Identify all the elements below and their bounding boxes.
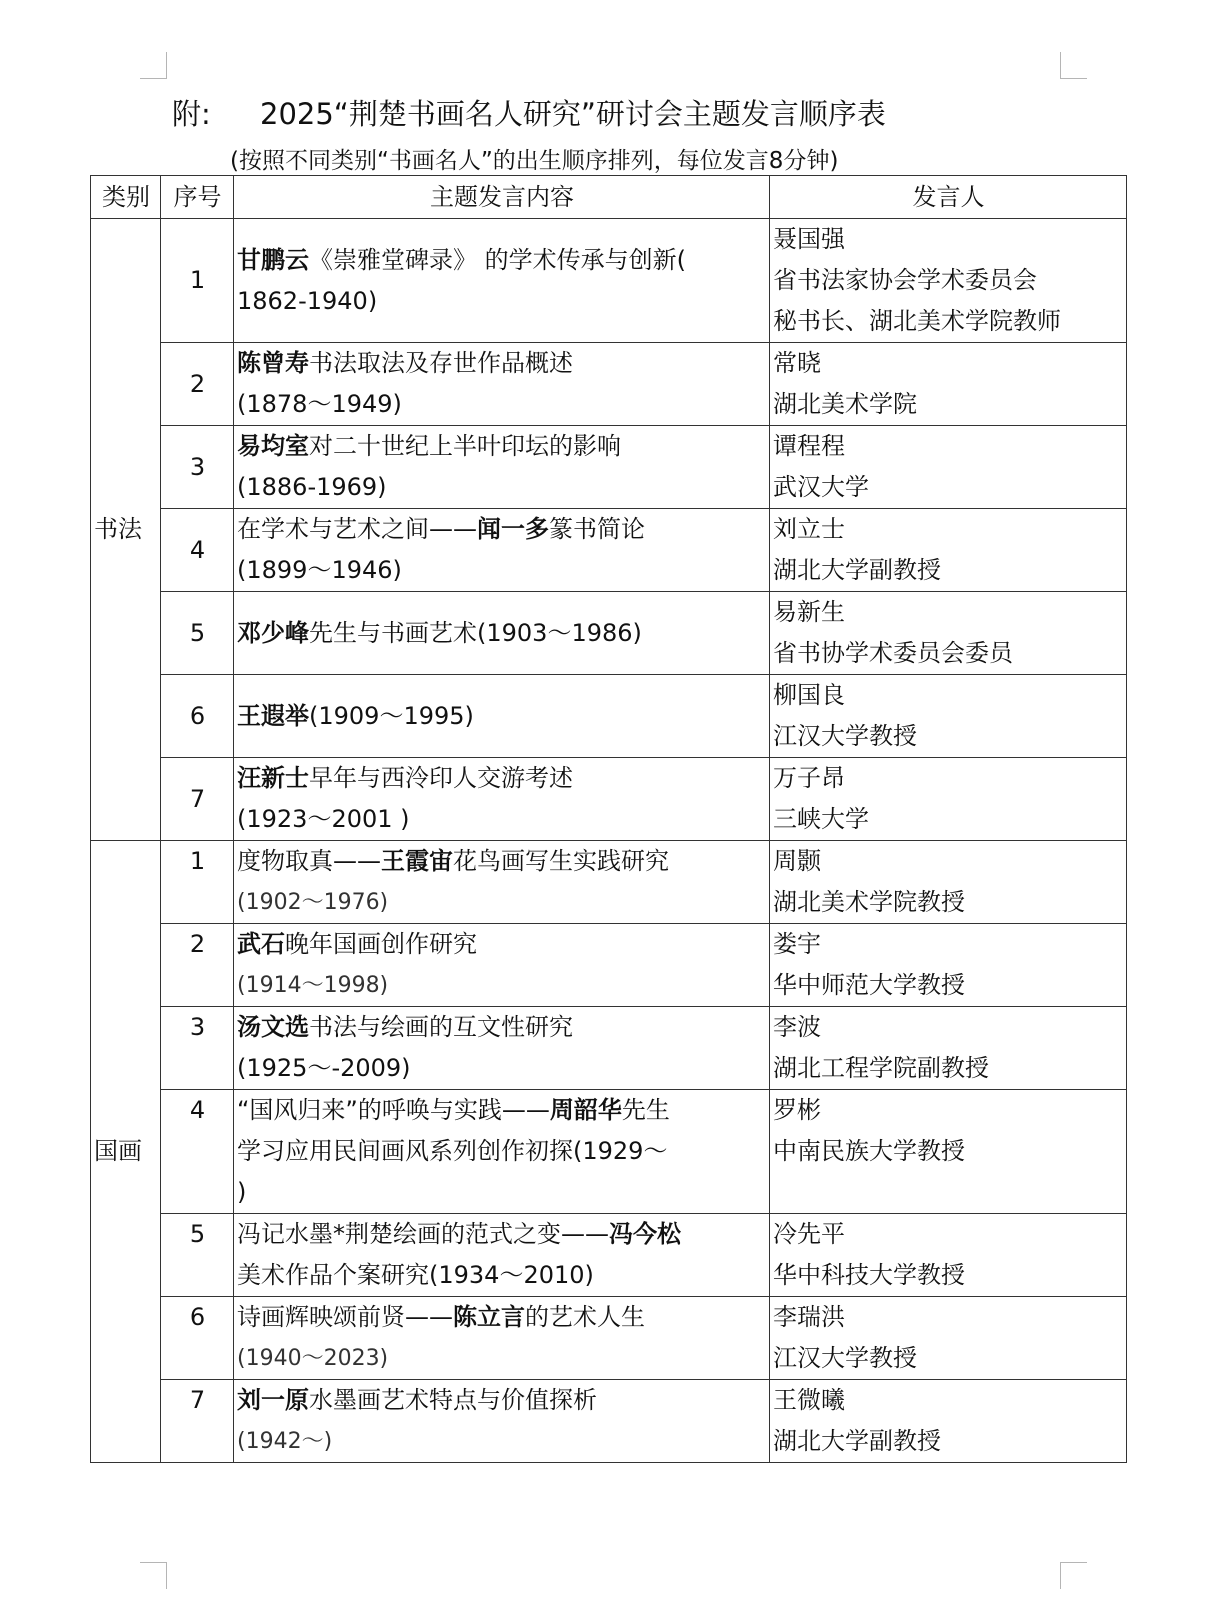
speaker-cell (770, 1214, 1127, 1297)
number-cell: 4 (161, 1090, 234, 1214)
person-name: 陈曾寿 (237, 349, 309, 377)
content-cell (234, 1007, 770, 1090)
person-name: 陈立言 (453, 1303, 525, 1331)
number-cell: 4 (161, 509, 234, 592)
speaker-affiliation: 省书协学术委员会委员 (773, 639, 1013, 667)
topic-prefix: “国风归来”的呼唤与实践—— (237, 1096, 550, 1124)
page-corner-mark (1060, 52, 1087, 79)
content-cell (234, 924, 770, 1007)
speaker-name: 娄宇 (773, 930, 821, 958)
content-cell (234, 1380, 770, 1463)
number-cell: 3 (161, 1007, 234, 1090)
speaker-cell (770, 841, 1127, 924)
topic-text: 《崇雅堂碑录》 的学术传承与创新( (309, 245, 686, 274)
number-cell: 2 (161, 343, 234, 426)
topic-text: 书法取法及存世作品概述 (309, 349, 573, 377)
years-text: (1902～1976) (237, 890, 389, 915)
header-speaker: 发言人 (770, 176, 1127, 219)
topic-text: 对二十世纪上半叶印坛的影响 (309, 432, 621, 460)
table-row (91, 1380, 1127, 1463)
table-row (91, 1297, 1127, 1380)
content-cell (234, 1297, 770, 1380)
speaker-affiliation: 湖北美术学院 (773, 390, 917, 418)
topic-text: 篆书简论 (549, 515, 645, 543)
years-text: (1923～2001 ) (237, 805, 410, 833)
table-row (91, 1007, 1127, 1090)
speaker-name: 易新生 (773, 598, 845, 626)
number-cell: 2 (161, 924, 234, 1007)
speaker-name: 常晓 (773, 349, 821, 377)
topic-text-line2: 学习应用民间画风系列创作初探(1929～ (237, 1137, 668, 1165)
topic-text-line2: 美术作品个案研究(1934～2010) (237, 1261, 594, 1289)
person-name: 汤文选 (237, 1013, 309, 1041)
document-title (172, 92, 886, 133)
table-row (91, 1214, 1127, 1297)
document-subtitle: (按照不同类别“书画名人”的出生顺序排列，每位发言8分钟) (230, 148, 839, 174)
attachment-label: 附: (172, 97, 211, 131)
topic-text: 早年与西泠印人交游考述 (309, 764, 573, 792)
speaker-cell (770, 675, 1127, 758)
speaker-cell (770, 509, 1127, 592)
topic-text: 先生与书画艺术 (309, 618, 477, 647)
years-text: (1914～1998) (237, 973, 389, 998)
table-row (91, 219, 1127, 343)
speaker-cell (770, 1297, 1127, 1380)
table-row (91, 1090, 1127, 1214)
speaker-affiliation: 湖北工程学院副教授 (773, 1054, 989, 1082)
speaker-affiliation: 中南民族大学教授 (773, 1137, 965, 1165)
years-text: (1925～-2009) (237, 1054, 411, 1082)
person-name: 王霞宙 (381, 847, 453, 875)
speaker-name: 冷先平 (773, 1220, 845, 1248)
speaker-name: 柳国良 (773, 681, 845, 709)
content-cell (234, 1090, 770, 1214)
header-content: 主题发言内容 (234, 176, 770, 219)
speaker-name: 周颢 (773, 847, 821, 875)
number-cell: 1 (161, 841, 234, 924)
number-cell: 3 (161, 426, 234, 509)
table-row (91, 841, 1127, 924)
speaker-affiliation: 湖北大学副教授 (773, 1427, 941, 1455)
years-text: ) (237, 1178, 247, 1206)
speaker-name: 李瑞洪 (773, 1303, 845, 1331)
speaker-affiliation: 武汉大学 (773, 473, 869, 501)
speaker-cell (770, 1090, 1127, 1214)
person-name: 邓少峰 (237, 618, 309, 647)
table-header-row (91, 176, 1127, 219)
speaker-cell (770, 1380, 1127, 1463)
table-row (91, 924, 1127, 1007)
topic-prefix: 诗画辉映颂前贤—— (237, 1303, 453, 1331)
table-row (91, 758, 1127, 841)
topic-text: 书法与绘画的互文性研究 (309, 1013, 573, 1041)
speaker-cell (770, 758, 1127, 841)
topic-text: 的艺术人生 (525, 1303, 645, 1331)
topic-prefix: 度物取真—— (237, 847, 381, 875)
years-text: 1862-1940) (237, 286, 378, 315)
speaker-cell (770, 1007, 1127, 1090)
topic-prefix: 冯记水墨*荆楚绘画的范式之变—— (237, 1220, 609, 1248)
speaker-affiliation: 江汉大学教授 (773, 722, 917, 750)
speaker-name: 谭程程 (773, 432, 845, 460)
topic-text: 水墨画艺术特点与价值探析 (309, 1386, 597, 1414)
header-category: 类别 (91, 176, 161, 219)
speaker-cell (770, 343, 1127, 426)
table-row (91, 343, 1127, 426)
speaker-cell (770, 426, 1127, 509)
number-cell: 5 (161, 592, 234, 675)
title-text: 2025“荆楚书画名人研究”研讨会主题发言顺序表 (260, 97, 886, 131)
speaker-name: 万子昂 (773, 764, 845, 792)
speaker-name: 李波 (773, 1013, 821, 1041)
speaker-affiliation: 华中师范大学教授 (773, 971, 965, 999)
topic-text: 晚年国画创作研究 (285, 930, 477, 958)
years-text: (1909～1995) (309, 701, 474, 730)
table-row (91, 509, 1127, 592)
content-cell (234, 509, 770, 592)
speaker-name: 刘立士 (773, 515, 845, 543)
person-name: 周韶华 (549, 1096, 622, 1124)
person-name: 刘一原 (237, 1386, 309, 1414)
table-row (91, 675, 1127, 758)
table-row (91, 592, 1127, 675)
speaker-affiliation: 华中科技大学教授 (773, 1261, 965, 1289)
speaker-name: 王微曦 (773, 1386, 845, 1414)
person-name: 汪新士 (237, 764, 309, 792)
number-cell: 6 (161, 675, 234, 758)
page-corner-mark (140, 52, 167, 79)
person-name: 易均室 (237, 432, 309, 460)
content-cell (234, 426, 770, 509)
content-cell (234, 592, 770, 675)
number-cell: 7 (161, 1380, 234, 1463)
speaker-affiliation: 秘书长、湖北美术学院教师 (773, 307, 1061, 335)
number-cell: 1 (161, 219, 234, 343)
speaker-cell (770, 924, 1127, 1007)
person-name: 冯今松 (609, 1220, 681, 1248)
page-corner-mark (140, 1562, 167, 1589)
years-text: (1878～1949) (237, 390, 402, 418)
years-text: (1940～2023) (237, 1346, 389, 1371)
category-cell: 国画 (91, 841, 161, 1463)
number-cell: 5 (161, 1214, 234, 1297)
years-text: (1899～1946) (237, 556, 402, 584)
topic-prefix: 在学术与艺术之间—— (237, 515, 477, 543)
topic-text: 花鸟画写生实践研究 (453, 847, 669, 875)
speaker-name: 聂国强 (773, 225, 845, 253)
speech-order-table (90, 175, 1127, 1463)
speaker-affiliation: 三峡大学 (773, 805, 869, 833)
content-cell (234, 1214, 770, 1297)
content-cell (234, 758, 770, 841)
number-cell: 7 (161, 758, 234, 841)
content-cell (234, 219, 770, 343)
speaker-affiliation: 省书法家协会学术委员会 (773, 266, 1037, 294)
person-name: 闻一多 (477, 515, 549, 543)
years-text: (1942～) (237, 1429, 333, 1454)
header-number: 序号 (161, 176, 234, 219)
speaker-affiliation: 湖北大学副教授 (773, 556, 941, 584)
table-row (91, 426, 1127, 509)
speaker-affiliation: 江汉大学教授 (773, 1344, 917, 1372)
topic-text: 先生 (621, 1096, 670, 1124)
person-name: 甘鹏云 (237, 245, 309, 274)
speaker-cell (770, 219, 1127, 343)
page-corner-mark (1060, 1562, 1087, 1589)
years-text: (1903～1986) (477, 618, 642, 647)
category-cell: 书法 (91, 219, 161, 841)
person-name: 武石 (237, 930, 285, 958)
speaker-affiliation: 湖北美术学院教授 (773, 888, 965, 916)
content-cell (234, 675, 770, 758)
speaker-name: 罗彬 (773, 1096, 821, 1124)
speaker-cell (770, 592, 1127, 675)
content-cell (234, 841, 770, 924)
content-cell (234, 343, 770, 426)
years-text: (1886-1969) (237, 473, 387, 501)
number-cell: 6 (161, 1297, 234, 1380)
person-name: 王遐举 (237, 701, 309, 730)
